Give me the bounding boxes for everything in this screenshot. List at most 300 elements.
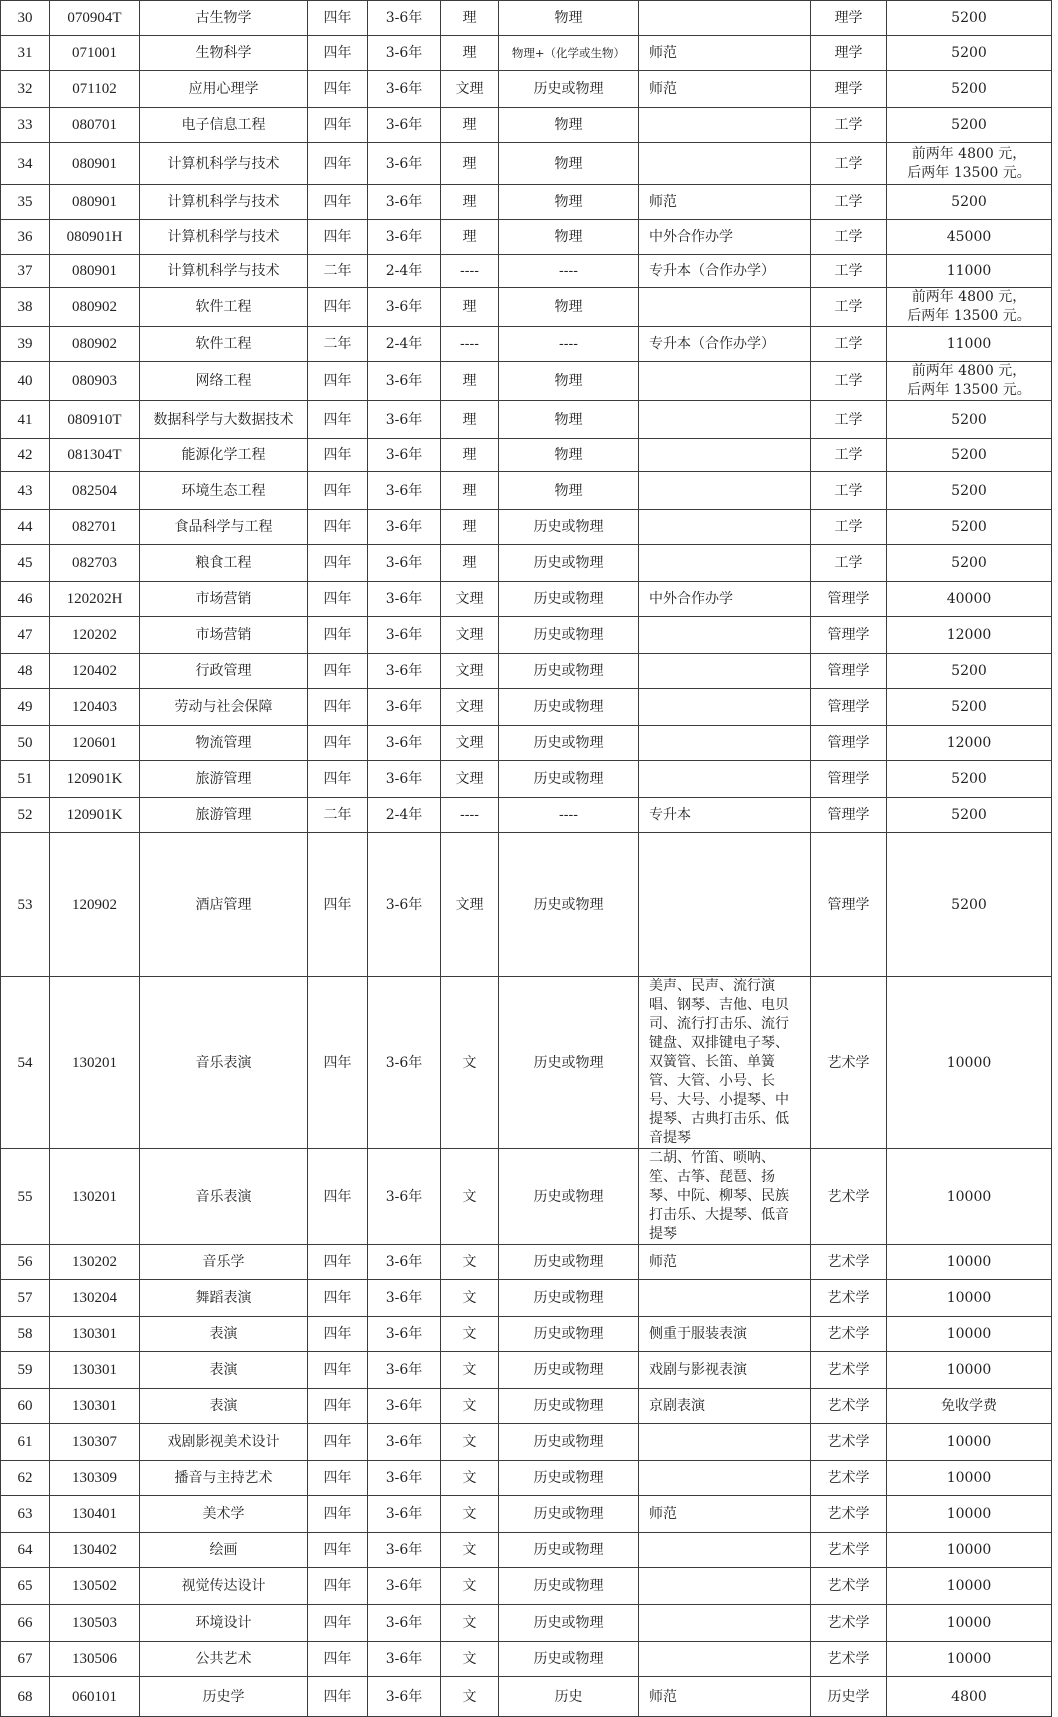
table-row [1,439,1052,472]
cell-discipline: 工学 [811,545,887,582]
cell-major-code: 070904T [50,1,140,36]
cell-major-code: 130502 [50,1568,140,1605]
cell-major-code: 130307 [50,1424,140,1461]
cell-study-length: 四年 [308,510,368,545]
cell-index: 59 [1,1352,50,1389]
table-row [1,617,1052,654]
cell-category: 文 [441,1533,499,1568]
cell-remark [639,617,811,654]
cell-required-subject: 历史或物理 [499,761,639,798]
cell-study-length: 四年 [308,617,368,654]
cell-index: 60 [1,1389,50,1424]
cell-discipline: 管理学 [811,689,887,726]
cell-tuition: 免收学费 [887,1389,1052,1424]
table-row [1,143,1052,185]
cell-study-span: 3-6年 [368,36,441,71]
cell-tuition: 前两年 4800 元， 后两年 13500 元。 [887,288,1052,327]
cell-tuition: 10000 [887,1352,1052,1389]
cell-major-name: 音乐表演 [140,977,308,1149]
table-row [1,220,1052,255]
cell-major-code: 120202 [50,617,140,654]
cell-major-name: 表演 [140,1352,308,1389]
cell-study-span: 3-6年 [368,472,441,510]
cell-discipline: 管理学 [811,654,887,689]
cell-major-name: 视觉传达设计 [140,1568,308,1605]
table-row [1,1461,1052,1496]
cell-remark: 专升本（合作办学） [639,327,811,362]
cell-required-subject: ---- [499,327,639,362]
cell-index: 41 [1,401,50,439]
cell-remark: 师范 [639,1677,811,1717]
cell-required-subject: 历史或物理 [499,833,639,977]
cell-study-span: 3-6年 [368,439,441,472]
cell-major-name: 美术学 [140,1496,308,1533]
cell-remark: 专升本（合作办学） [639,255,811,288]
cell-remark [639,1280,811,1317]
table-body [1,1,1052,1717]
cell-index: 47 [1,617,50,654]
table-row [1,1389,1052,1424]
cell-major-name: 市场营销 [140,617,308,654]
cell-major-name: 环境生态工程 [140,472,308,510]
cell-index: 30 [1,1,50,36]
cell-study-span: 3-6年 [368,1605,441,1642]
cell-discipline: 艺术学 [811,1245,887,1280]
cell-major-code: 080910T [50,401,140,439]
cell-major-code: 130201 [50,977,140,1149]
cell-remark: 师范 [639,36,811,71]
cell-major-name: 软件工程 [140,288,308,327]
cell-index: 34 [1,143,50,185]
cell-study-length: 四年 [308,582,368,617]
cell-major-name: 历史学 [140,1677,308,1717]
cell-study-length: 四年 [308,1389,368,1424]
cell-remark [639,1642,811,1677]
cell-study-length: 四年 [308,977,368,1149]
cell-required-subject: 历史或物理 [499,71,639,108]
cell-index: 66 [1,1605,50,1642]
cell-index: 42 [1,439,50,472]
cell-category: 文 [441,1642,499,1677]
cell-required-subject: 物理 [499,288,639,327]
table-row [1,1317,1052,1352]
cell-major-code: 130202 [50,1245,140,1280]
cell-index: 37 [1,255,50,288]
cell-required-subject: 历史或物理 [499,1352,639,1389]
cell-index: 51 [1,761,50,798]
cell-study-span: 3-6年 [368,143,441,185]
cell-category: 文 [441,1352,499,1389]
cell-study-span: 3-6年 [368,1461,441,1496]
cell-remark: 师范 [639,185,811,220]
cell-index: 61 [1,1424,50,1461]
cell-index: 48 [1,654,50,689]
cell-discipline: 艺术学 [811,1461,887,1496]
table-row [1,1,1052,36]
cell-study-span: 3-6年 [368,761,441,798]
cell-tuition: 前两年 4800 元， 后两年 13500 元。 [887,362,1052,401]
table-row [1,977,1052,1149]
cell-index: 32 [1,71,50,108]
cell-category: 理 [441,1,499,36]
cell-major-code: 130201 [50,1149,140,1245]
table-row [1,288,1052,327]
cell-major-name: 食品科学与工程 [140,510,308,545]
table-row [1,1533,1052,1568]
cell-tuition: 5200 [887,108,1052,143]
table-row [1,1496,1052,1533]
cell-tuition: 5200 [887,1,1052,36]
cell-index: 43 [1,472,50,510]
cell-major-name: 表演 [140,1389,308,1424]
cell-tuition: 10000 [887,1461,1052,1496]
cell-tuition: 5200 [887,545,1052,582]
cell-major-name: 旅游管理 [140,798,308,833]
cell-index: 62 [1,1461,50,1496]
cell-study-span: 3-6年 [368,1317,441,1352]
cell-study-span: 3-6年 [368,617,441,654]
cell-category: 文理 [441,582,499,617]
cell-required-subject: 物理 [499,220,639,255]
cell-required-subject: 历史或物理 [499,545,639,582]
cell-major-code: 082701 [50,510,140,545]
cell-required-subject: 历史或物理 [499,1533,639,1568]
cell-study-length: 四年 [308,439,368,472]
table-row [1,1642,1052,1677]
cell-study-span: 3-6年 [368,220,441,255]
cell-major-code: 082703 [50,545,140,582]
cell-index: 54 [1,977,50,1149]
cell-category: 理 [441,439,499,472]
cell-category: 理 [441,185,499,220]
cell-category: 理 [441,36,499,71]
cell-major-name: 网络工程 [140,362,308,401]
cell-discipline: 工学 [811,220,887,255]
cell-study-length: 四年 [308,108,368,143]
cell-tuition: 45000 [887,220,1052,255]
cell-required-subject: 物理+（化学或生物） [499,36,639,71]
table-row [1,255,1052,288]
cell-study-span: 3-6年 [368,1677,441,1717]
table-row [1,36,1052,71]
cell-major-name: 软件工程 [140,327,308,362]
cell-category: 文理 [441,833,499,977]
cell-required-subject: 历史或物理 [499,1568,639,1605]
cell-study-length: 四年 [308,1,368,36]
cell-study-span: 3-6年 [368,582,441,617]
cell-major-name: 生物科学 [140,36,308,71]
cell-study-length: 四年 [308,401,368,439]
cell-discipline: 工学 [811,472,887,510]
table-row [1,1605,1052,1642]
cell-study-length: 四年 [308,545,368,582]
cell-study-length: 四年 [308,1605,368,1642]
cell-category: ---- [441,798,499,833]
cell-study-length: 四年 [308,1533,368,1568]
cell-major-code: 080701 [50,108,140,143]
cell-study-length: 四年 [308,761,368,798]
cell-discipline: 艺术学 [811,1149,887,1245]
cell-tuition: 10000 [887,1280,1052,1317]
table-row [1,1149,1052,1245]
cell-major-code: 080901 [50,255,140,288]
cell-remark [639,689,811,726]
cell-tuition: 12000 [887,617,1052,654]
cell-tuition: 5200 [887,401,1052,439]
cell-remark [639,472,811,510]
cell-major-code: 130503 [50,1605,140,1642]
cell-study-span: 3-6年 [368,689,441,726]
table-row [1,689,1052,726]
cell-major-code: 130301 [50,1317,140,1352]
cell-remark [639,362,811,401]
cell-required-subject: 物理 [499,439,639,472]
cell-index: 68 [1,1677,50,1717]
cell-study-span: 2-4年 [368,327,441,362]
cell-major-name: 能源化学工程 [140,439,308,472]
cell-category: 文 [441,1317,499,1352]
cell-tuition: 5200 [887,654,1052,689]
cell-category: 理 [441,362,499,401]
cell-major-code: 120902 [50,833,140,977]
cell-tuition: 10000 [887,1568,1052,1605]
cell-major-code: 120403 [50,689,140,726]
cell-tuition: 5200 [887,185,1052,220]
cell-study-span: 3-6年 [368,1245,441,1280]
cell-index: 46 [1,582,50,617]
cell-required-subject: 物理 [499,143,639,185]
cell-discipline: 艺术学 [811,1389,887,1424]
cell-study-span: 3-6年 [368,654,441,689]
cell-major-name: 公共艺术 [140,1642,308,1677]
cell-category: 文理 [441,71,499,108]
cell-tuition: 10000 [887,1424,1052,1461]
cell-discipline: 历史学 [811,1677,887,1717]
cell-tuition: 5200 [887,36,1052,71]
cell-remark [639,1568,811,1605]
cell-tuition: 10000 [887,1642,1052,1677]
cell-study-length: 四年 [308,1461,368,1496]
cell-tuition: 12000 [887,726,1052,761]
cell-tuition: 10000 [887,977,1052,1149]
cell-major-name: 播音与主持艺术 [140,1461,308,1496]
cell-tuition: 10000 [887,1533,1052,1568]
cell-study-length: 四年 [308,1496,368,1533]
cell-discipline: 理学 [811,1,887,36]
table-row [1,108,1052,143]
cell-discipline: 艺术学 [811,1642,887,1677]
cell-major-code: 120601 [50,726,140,761]
cell-category: 文 [441,977,499,1149]
cell-major-name: 物流管理 [140,726,308,761]
table-row [1,1677,1052,1717]
cell-tuition: 前两年 4800 元， 后两年 13500 元。 [887,143,1052,185]
cell-major-name: 计算机科学与技术 [140,143,308,185]
cell-discipline: 工学 [811,185,887,220]
cell-study-length: 四年 [308,726,368,761]
cell-category: 文 [441,1461,499,1496]
cell-category: 文 [441,1568,499,1605]
cell-study-length: 四年 [308,220,368,255]
cell-category: 理 [441,401,499,439]
cell-major-name: 应用心理学 [140,71,308,108]
cell-remark [639,761,811,798]
cell-discipline: 管理学 [811,761,887,798]
cell-category: ---- [441,255,499,288]
cell-tuition: 40000 [887,582,1052,617]
cell-major-code: 060101 [50,1677,140,1717]
table-row [1,582,1052,617]
cell-category: 文理 [441,726,499,761]
cell-study-length: 四年 [308,1352,368,1389]
cell-discipline: 理学 [811,36,887,71]
cell-remark: 戏剧与影视表演 [639,1352,811,1389]
cell-index: 39 [1,327,50,362]
cell-remark [639,1461,811,1496]
cell-remark [639,833,811,977]
cell-study-span: 3-6年 [368,510,441,545]
cell-study-length: 四年 [308,362,368,401]
cell-major-code: 080902 [50,327,140,362]
cell-remark: 师范 [639,1245,811,1280]
cell-tuition: 5200 [887,833,1052,977]
cell-tuition: 11000 [887,327,1052,362]
cell-index: 44 [1,510,50,545]
cell-study-span: 3-6年 [368,401,441,439]
cell-required-subject: 历史或物理 [499,1496,639,1533]
cell-discipline: 工学 [811,439,887,472]
cell-required-subject: 历史或物理 [499,1245,639,1280]
cell-discipline: 工学 [811,510,887,545]
cell-index: 35 [1,185,50,220]
cell-major-name: 行政管理 [140,654,308,689]
cell-remark [639,726,811,761]
cell-remark [639,510,811,545]
cell-study-length: 四年 [308,1245,368,1280]
cell-major-code: 130301 [50,1352,140,1389]
cell-major-name: 粮食工程 [140,545,308,582]
cell-major-name: 音乐表演 [140,1149,308,1245]
cell-category: 文理 [441,761,499,798]
cell-study-span: 3-6年 [368,1,441,36]
cell-major-code: 130402 [50,1533,140,1568]
cell-discipline: 艺术学 [811,1605,887,1642]
cell-discipline: 工学 [811,108,887,143]
cell-tuition: 11000 [887,255,1052,288]
cell-required-subject: 历史 [499,1677,639,1717]
cell-discipline: 管理学 [811,833,887,977]
cell-tuition: 5200 [887,472,1052,510]
table-row [1,1568,1052,1605]
cell-major-name: 绘画 [140,1533,308,1568]
cell-study-length: 四年 [308,1424,368,1461]
cell-remark [639,1424,811,1461]
cell-tuition: 10000 [887,1605,1052,1642]
cell-index: 58 [1,1317,50,1352]
cell-remark [639,143,811,185]
cell-required-subject: 历史或物理 [499,689,639,726]
cell-discipline: 管理学 [811,726,887,761]
cell-category: 理 [441,288,499,327]
cell-required-subject: 历史或物理 [499,1461,639,1496]
cell-category: 文理 [441,689,499,726]
cell-discipline: 艺术学 [811,1424,887,1461]
cell-index: 40 [1,362,50,401]
table-row [1,327,1052,362]
cell-major-code: 071001 [50,36,140,71]
cell-required-subject: 历史或物理 [499,1642,639,1677]
cell-remark: 专升本 [639,798,811,833]
table-row [1,798,1052,833]
cell-tuition: 4800 [887,1677,1052,1717]
table-row [1,1245,1052,1280]
cell-tuition: 10000 [887,1245,1052,1280]
cell-required-subject: ---- [499,798,639,833]
cell-major-code: 130401 [50,1496,140,1533]
table-row [1,833,1052,977]
cell-category: 理 [441,220,499,255]
cell-required-subject: 历史或物理 [499,1424,639,1461]
table-row [1,401,1052,439]
cell-remark [639,439,811,472]
cell-major-name: 戏剧影视美术设计 [140,1424,308,1461]
cell-index: 53 [1,833,50,977]
cell-major-code: 120901K [50,798,140,833]
cell-major-name: 古生物学 [140,1,308,36]
cell-major-name: 计算机科学与技术 [140,255,308,288]
cell-required-subject: 物理 [499,1,639,36]
cell-study-span: 3-6年 [368,71,441,108]
cell-index: 31 [1,36,50,71]
cell-study-span: 3-6年 [368,1424,441,1461]
cell-remark [639,1533,811,1568]
cell-remark [639,108,811,143]
cell-category: 文 [441,1245,499,1280]
cell-study-length: 四年 [308,1677,368,1717]
cell-category: 文理 [441,654,499,689]
cell-discipline: 工学 [811,401,887,439]
cell-category: 文 [441,1280,499,1317]
cell-study-length: 四年 [308,1317,368,1352]
cell-index: 65 [1,1568,50,1605]
table-row [1,510,1052,545]
cell-category: 理 [441,510,499,545]
cell-remark: 师范 [639,1496,811,1533]
cell-category: ---- [441,327,499,362]
cell-tuition: 10000 [887,1496,1052,1533]
cell-major-code: 082504 [50,472,140,510]
cell-discipline: 理学 [811,71,887,108]
cell-study-length: 二年 [308,255,368,288]
cell-study-length: 四年 [308,288,368,327]
cell-remark [639,545,811,582]
cell-discipline: 工学 [811,255,887,288]
cell-required-subject: 历史或物理 [499,1605,639,1642]
table-row [1,1280,1052,1317]
cell-required-subject: 物理 [499,401,639,439]
cell-category: 理 [441,472,499,510]
cell-tuition: 5200 [887,71,1052,108]
table-row [1,761,1052,798]
cell-remark: 美声、民声、流行演唱、钢琴、吉他、电贝司、流行打击乐、流行键盘、双排键电子琴、双簧管、长笛、单簧管、大管、小号、长号、大号、小提琴、中提琴、古典打击乐、低音提琴 [639,977,811,1149]
cell-discipline: 艺术学 [811,1496,887,1533]
table-row [1,726,1052,761]
cell-study-span: 3-6年 [368,1568,441,1605]
cell-required-subject: 历史或物理 [499,977,639,1149]
cell-index: 56 [1,1245,50,1280]
cell-major-code: 120402 [50,654,140,689]
cell-major-code: 130309 [50,1461,140,1496]
